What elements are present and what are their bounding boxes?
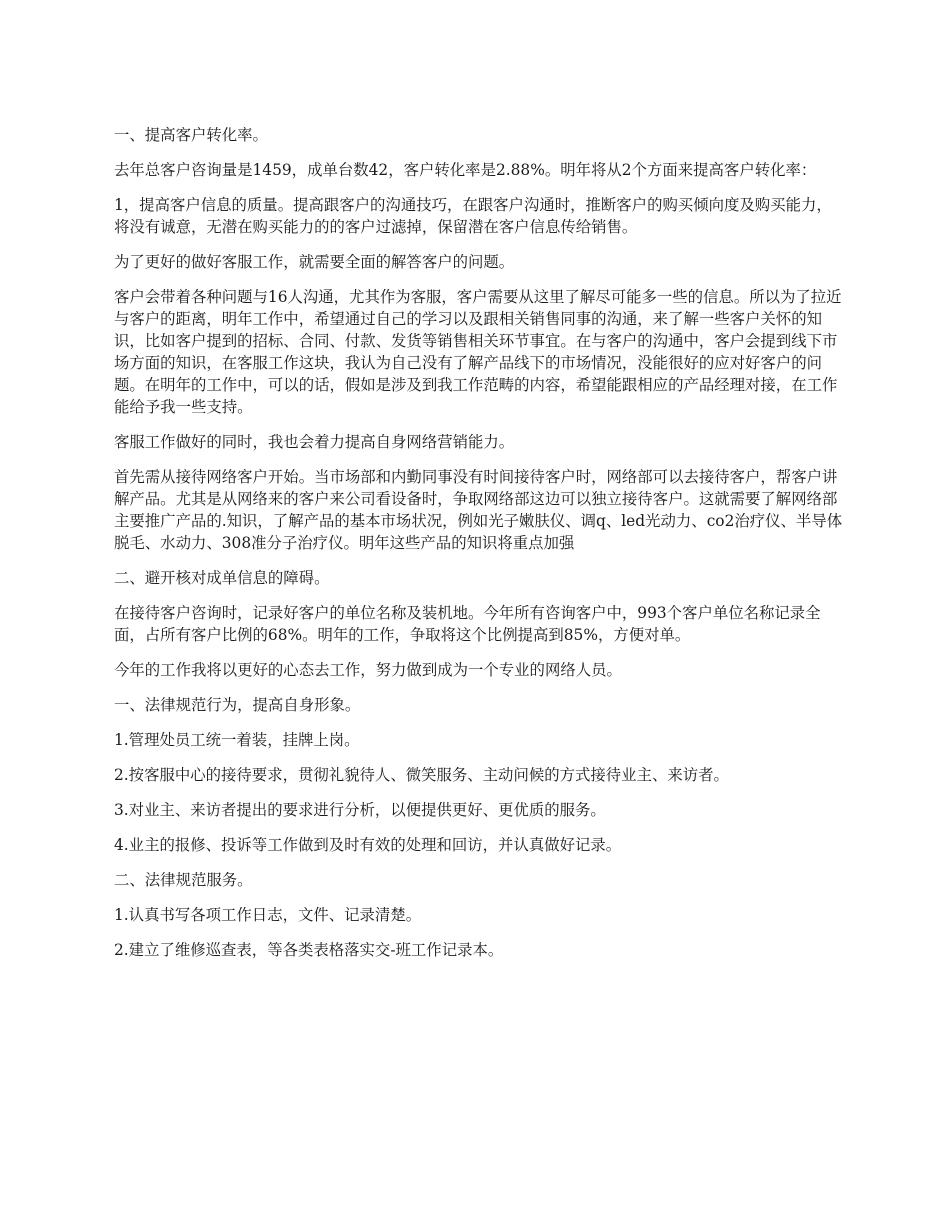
heading-standardize-behavior: 一、法律规范行为，提高自身形象。 xyxy=(114,696,361,714)
list-item-uniform: 1.管理处员工统一着装，挂牌上岗。 xyxy=(114,731,360,749)
paragraph-answer-questions: 为了更好的做好客服工作，就需要全面的解答客户的问题。 xyxy=(114,253,515,271)
list-item-work-logs: 1.认真书写各项工作日志，文件、记录清楚。 xyxy=(114,906,422,924)
paragraph-better-attitude: 今年的工作我将以更好的心态去工作，努力做到成为一个专业的网络人员。 xyxy=(114,661,622,679)
heading-standardize-service: 二、法律规范服务。 xyxy=(114,871,253,889)
paragraph-customer-communication: 客户会带着各种问题与16人沟通，尤其作为客服，客户需要从这里了解尽可能多一些的信息。所以为了拉近与客户的距离，明年工作中，希望通过自己的学习以及跟相关销售同事的沟通，来了解一些客户关怀的知识，比如客户提到的招标、合同、付款、发货等销售相关环节事宜。在与客户的沟通中，客户会提到线下市场方面的知识，在客服工作这块，我认为自己没有了解产品线下的市场情况，没能很好的应对好客户的问题。在明年的工作中，可以的话，假如是涉及到我工作范畴的内容，希望能跟相应的产品经理对接，在工作能给予我一些支持。 xyxy=(114,288,842,416)
paragraph-record-customer-units: 在接待客户咨询时，记录好客户的单位名称及装机地。今年所有咨询客户中，993个客户单位名称记录全面，占所有客户比例的68%。明年的工作，争取将这个比例提高到85%，方便对单。 xyxy=(114,604,821,644)
list-item-reception-requirements: 2.按客服中心的接待要求，贯彻礼貌待人、微笑服务、主动问候的方式接待业主、来访者。 xyxy=(114,766,729,784)
paragraph-receive-network-customers: 首先需从接待网络客户开始。当市场部和内勤同事没有时间接待客户时，网络部可以去接待客户，帮客户讲解产品。尤其是从网络来的客户来公司看设备时，争取网络部这边可以独立接待客户。这就需要了解网络部主要推广产品的.知识，了解产品的基本市场状况，例如光子嫩肤仪、调q、led光动力、co2治疗仪、半导体脱毛、水动力、308准分子治疗仪。明年这些产品的知识将重点加强 xyxy=(114,468,843,552)
list-item-inspection-forms: 2.建立了维修巡查表，等各类表格落实交-班工作记录本。 xyxy=(114,941,504,959)
list-item-analyze-requests: 3.对业主、来访者提出的要求进行分析，以便提供更好、更优质的服务。 xyxy=(114,801,606,819)
heading-improve-conversion: 一、提高客户转化率。 xyxy=(114,126,268,144)
paragraph-conversion-stats: 去年总客户咨询量是1459，成单台数42，客户转化率是2.88%。明年将从2个方面来提高客户转化率： xyxy=(114,161,817,179)
paragraph-customer-info-quality: 1，提高客户信息的质量。提高跟客户的沟通技巧，在跟客户沟通时，推断客户的购买倾向度及购买能力，将没有诚意，无潜在购买能力的的客户过滤掉，保留潜在客户信息传给销售。 xyxy=(114,196,832,236)
heading-avoid-obstacles: 二、避开核对成单信息的障碍。 xyxy=(114,569,330,587)
paragraph-network-marketing: 客服工作做好的同时，我也会着力提高自身网络营销能力。 xyxy=(114,433,515,451)
document-body xyxy=(114,124,844,974)
list-item-repairs-complaints: 4.业主的报修、投诉等工作做到及时有效的处理和回访，并认真做好记录。 xyxy=(114,836,622,854)
